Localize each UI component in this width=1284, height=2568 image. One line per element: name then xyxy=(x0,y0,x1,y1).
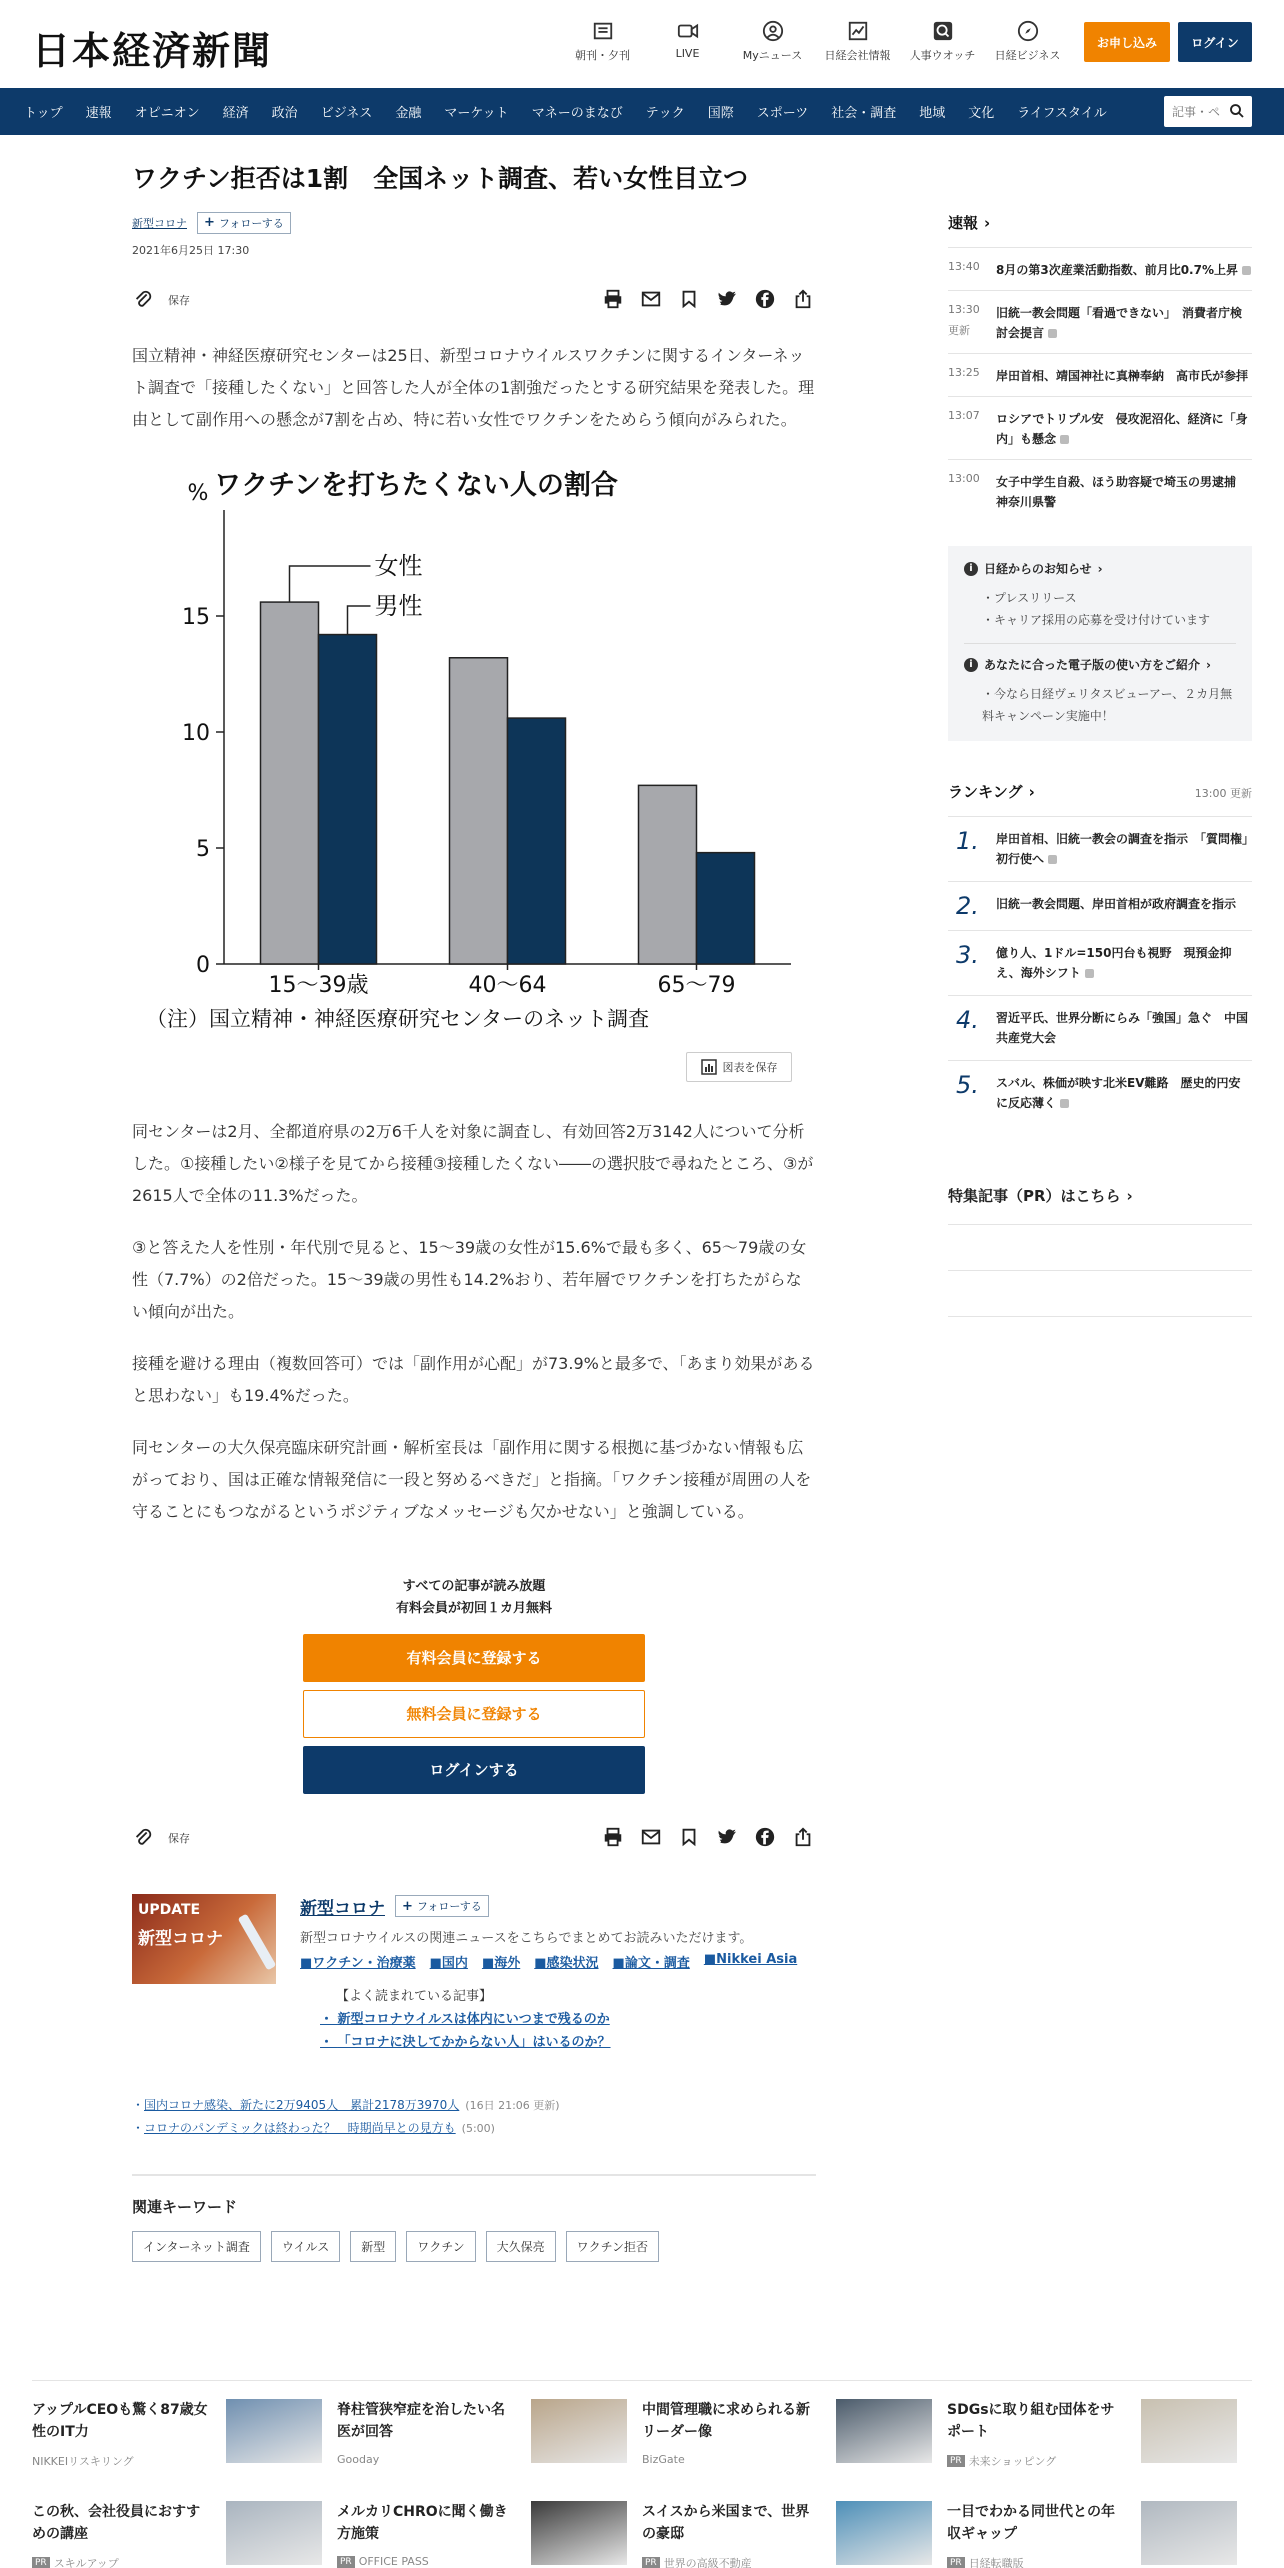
paid-signup-button[interactable]: 有料会員に登録する xyxy=(303,1634,645,1682)
pr-slot xyxy=(948,1224,1252,1270)
pr-slots xyxy=(948,1224,1252,1362)
chevron-right-icon: › xyxy=(1206,657,1211,672)
topic-tag-link[interactable]: ■国内 xyxy=(429,1955,468,1971)
share-icons xyxy=(588,1826,816,1850)
compass-icon xyxy=(1017,20,1039,42)
chart-figure xyxy=(146,464,806,1044)
flash-news-headline xyxy=(996,260,1252,280)
flash-news-time: 13:25 xyxy=(948,366,980,379)
legend-leader-line xyxy=(348,606,371,635)
topic-box xyxy=(132,1894,816,2134)
article xyxy=(132,160,816,2262)
nav-item[interactable]: トップ xyxy=(24,106,63,121)
topic-image-line: UPDATE xyxy=(138,1901,201,1918)
topic-tag-link[interactable]: ■ワクチン・治療薬 xyxy=(300,1955,416,1971)
ad-source xyxy=(337,2555,429,2568)
info-icon: i xyxy=(964,658,978,672)
flash-news-item[interactable] xyxy=(948,459,1252,522)
header-link-label: 日経会社情報 xyxy=(824,49,891,62)
lock-icon xyxy=(1060,435,1069,444)
header-icons xyxy=(560,20,1070,63)
flash-news-head[interactable] xyxy=(948,212,1252,233)
bookmark-icon[interactable] xyxy=(678,1826,702,1850)
ranking-headline xyxy=(996,894,1252,918)
keyword-tag[interactable]: 新型 xyxy=(350,2231,396,2262)
legend-label: 女性 xyxy=(374,551,423,580)
legend-label: 男性 xyxy=(374,591,423,620)
article-toolbar-bottom xyxy=(132,1824,816,1852)
flash-news-text: ロシアでトリプル安 侵攻泥沼化、経済に「身内」も懸念 xyxy=(996,412,1248,446)
topic-body xyxy=(300,1894,816,2050)
nav-item[interactable]: ライフスタイル xyxy=(1017,106,1107,121)
notice-item[interactable]: ・ プレスリリース xyxy=(982,587,1236,609)
ad-source-name: 日経転職版 xyxy=(968,2557,1024,2568)
flash-news-list xyxy=(948,247,1252,522)
save-label[interactable]: 保存 xyxy=(168,1831,190,1845)
related-link-stamp: (5:00) xyxy=(461,2121,495,2135)
ad-card[interactable] xyxy=(32,2501,337,2568)
header-link-company[interactable] xyxy=(815,20,900,63)
search-input[interactable] xyxy=(1164,96,1224,127)
follow-label: フォローする xyxy=(416,1900,482,1913)
flash-news-headline xyxy=(996,303,1252,343)
flash-news-headline xyxy=(996,366,1252,386)
video-icon xyxy=(677,20,699,42)
bar-chart xyxy=(146,464,806,1044)
nav-item[interactable]: 金融 xyxy=(395,106,422,121)
nav-item[interactable]: 速報 xyxy=(85,106,112,121)
y-tick-label: 0 xyxy=(196,952,210,978)
facebook-icon[interactable] xyxy=(754,288,778,312)
pr-title: 特集記事（PR）はこちら xyxy=(948,1187,1121,1205)
save-figure-button[interactable] xyxy=(686,1052,792,1082)
nav-item[interactable]: スポーツ xyxy=(756,106,809,121)
ad-source-name: 未来ショッピング xyxy=(968,2455,1057,2468)
topic-link[interactable]: 新型コロナ xyxy=(132,216,187,230)
ad-card[interactable] xyxy=(642,2399,947,2473)
bar-male xyxy=(697,852,755,963)
ranking xyxy=(948,781,1252,1125)
keywords-head: 関連キーワード xyxy=(132,2197,238,2216)
flash-news-item[interactable] xyxy=(948,247,1252,290)
ad-title: 一目でわかる同世代との年収ギャップ xyxy=(947,2504,1115,2542)
digital-guide-title: あなたに合った電子版の使い方をご紹介 xyxy=(984,658,1201,672)
topic-description: 新型コロナウイルスの関連ニュースをこちらでまとめてお読みいただけます。 xyxy=(300,1930,753,1946)
article-paragraph: 同センターの大久保亮臨床研究計画・解析室長は「副作用に関する根拠に基づかない情報も広がっており、国は正確な情報発信に一段と努めるべきだ」と指摘。「ワクチン接種が周囲の人を守ることにもつながるというポジティブなメッセージも欠かせない」と強調している。 xyxy=(132,1437,812,1521)
ranking-text: 習近平氏、世界分断にらみ「強国」急ぐ 中国共産党大会 xyxy=(996,1011,1249,1045)
nav-item[interactable]: 文化 xyxy=(968,106,995,121)
ad-title: スイスから米国まで、世界の豪邸 xyxy=(642,2504,810,2542)
pr-slot xyxy=(948,1270,1252,1316)
ad-source-name: OFFICE PASS xyxy=(358,2555,429,2568)
ad-card[interactable] xyxy=(337,2399,642,2473)
notice-head[interactable] xyxy=(964,560,1236,577)
print-icon[interactable] xyxy=(602,288,626,312)
x-tick-label: 40～64 xyxy=(468,972,547,998)
newspaper-icon xyxy=(592,20,614,42)
save-label[interactable]: 保存 xyxy=(168,293,190,307)
ad-thumbnail xyxy=(836,2501,932,2565)
pr-head[interactable] xyxy=(948,1185,1252,1206)
related-link-item: ・国内コロナ感染、新たに2万9405人 累計2178万3970人 (16日 21:06 更新) xyxy=(132,2097,560,2112)
header-link-paper[interactable] xyxy=(560,20,645,63)
ranking-text: 旧統一教会問題、岸田首相が政府調査を指示 xyxy=(996,897,1237,911)
nav-item[interactable]: ビジネス xyxy=(320,106,373,121)
header-link-business[interactable] xyxy=(985,20,1070,63)
share-icon[interactable] xyxy=(792,288,816,312)
twitter-icon[interactable] xyxy=(716,1826,740,1850)
free-signup-button[interactable]: 無料会員に登録する xyxy=(303,1690,645,1738)
header-link-mynews[interactable] xyxy=(730,20,815,63)
header-link-label: Myニュース xyxy=(742,49,803,62)
print-icon[interactable] xyxy=(602,1826,626,1850)
related-link[interactable]: コロナのパンデミックは終わった？ 時期尚早との見方も xyxy=(144,2120,456,2135)
ad-thumbnail xyxy=(531,2399,627,2463)
paywall-line: すべての記事が読み放題 xyxy=(402,1578,546,1594)
ad-card[interactable] xyxy=(947,2399,1252,2473)
ad-title: メルカリCHROに聞く働き方施策 xyxy=(337,2504,508,2542)
paywall-line: 有料会員が初回１カ月無料 xyxy=(395,1600,552,1616)
bar-female xyxy=(261,602,319,964)
ranking-text: 岸田首相、旧統一教会の調査を指示 「質問権」初行使へ xyxy=(996,832,1249,866)
save-figure-label: 図表を保存 xyxy=(722,1060,778,1074)
flash-news-time: 13:30 xyxy=(948,303,980,316)
ranking-updated: 13:00 更新 xyxy=(1194,787,1252,800)
ranking-headline xyxy=(996,1008,1252,1048)
pr-badge: PR xyxy=(337,2556,355,2568)
lock-icon xyxy=(1048,855,1057,864)
keyword-tag[interactable]: ワクチン xyxy=(406,2231,475,2262)
ad-card[interactable] xyxy=(947,2501,1252,2568)
lock-icon xyxy=(1085,969,1094,978)
y-axis-label: % xyxy=(187,480,209,506)
ranking-headline xyxy=(996,943,1252,983)
header-link-label: 朝刊・夕刊 xyxy=(575,49,630,62)
header-link-jinji[interactable] xyxy=(900,20,985,63)
ad-title: この秋、会社役員におすすめの講座 xyxy=(32,2504,201,2542)
site-logo[interactable]: 日本経済新聞 xyxy=(32,28,273,73)
bar-female xyxy=(639,785,697,964)
apply-button[interactable]: お申し込み xyxy=(1084,22,1170,62)
pr-badge: PR xyxy=(947,2455,965,2467)
flash-news-text: 旧統一教会問題「看過できない」 消費者庁検討会提言 xyxy=(996,306,1243,340)
pr-badge: PR xyxy=(32,2557,50,2568)
flash-news-text: 岸田首相、靖国神社に真榊奉納 高市氏が参拝 xyxy=(996,369,1249,383)
flash-news-item[interactable] xyxy=(948,290,1252,353)
y-tick-label: 15 xyxy=(182,604,210,630)
chevron-right-icon: › xyxy=(1097,561,1103,576)
ranking-item[interactable] xyxy=(948,930,1252,995)
bar-male xyxy=(319,634,377,963)
header-link-label: 日経ビジネス xyxy=(994,49,1061,62)
related-link-stamp: (16日 21:06 更新) xyxy=(465,2098,560,2112)
bookmark-icon[interactable] xyxy=(678,288,702,312)
topic-tag-link[interactable]: ■Nikkei Asia xyxy=(703,1951,798,1967)
digital-guide-item[interactable]: ・ 今なら日経ヴェリタスビューアー、２カ月無料キャンペーン実施中！ xyxy=(982,683,1236,727)
x-tick-label: 65～79 xyxy=(657,972,736,998)
bar-female xyxy=(450,657,508,963)
ad-card[interactable] xyxy=(337,2501,642,2568)
related-links xyxy=(132,2090,560,2136)
flash-news-time-col xyxy=(948,260,996,280)
notice-item[interactable]: ・ キャリア採用の応募を受け付けています xyxy=(982,609,1236,631)
digital-guide-head[interactable] xyxy=(964,656,1236,673)
article-paragraph: ③と答えた人を性別・年代別で見ると、15～39歳の女性が15.6%で最も多く、65～79歳の女性（7.7%）の2倍だった。15～39歳の男性も14.2%おり、若年層でワクチンを打ちたがらない傾向が出た。 xyxy=(132,1237,807,1321)
chevron-right-icon: › xyxy=(1126,1187,1133,1205)
notice-box xyxy=(948,546,1252,741)
bar-chart-icon xyxy=(701,1059,717,1075)
lock-icon xyxy=(1242,266,1251,275)
flash-news-headline xyxy=(996,409,1252,449)
ad-thumbnail xyxy=(226,2501,322,2565)
ad-source-name: NIKKEIリスキリング xyxy=(32,2455,134,2468)
nav-item[interactable]: 国際 xyxy=(707,106,734,121)
pr-badge: PR xyxy=(642,2557,660,2568)
ranking-text: 億り人、1ドル=150円台も視野 現預金抑え、海外シフト xyxy=(996,946,1232,980)
ranking-item[interactable] xyxy=(948,881,1252,930)
flash-news-time: 13:07 xyxy=(948,409,980,422)
share-icon[interactable] xyxy=(792,1826,816,1850)
header-link-label: LIVE xyxy=(675,47,700,60)
article-paragraph: 同センターは2月、全都道府県の2万6千人を対象に調査し、有効回答2万3142人について分析した。①接種したい②様子を見てから接種③接種したくない――の選択肢で尋ねたところ、③が2615人で全体の11.3%だった。 xyxy=(132,1121,814,1205)
paperclip-icon[interactable] xyxy=(132,289,154,311)
y-tick-label: 5 xyxy=(196,836,210,862)
ad-source-name: スキルアップ xyxy=(53,2557,119,2568)
ad-thumbnail xyxy=(1141,2399,1237,2463)
ranking-number: 1. xyxy=(956,827,979,855)
related-keywords xyxy=(132,2174,816,2262)
pr-badge: PR xyxy=(947,2557,965,2568)
keyword-list xyxy=(132,2231,816,2262)
flash-news-time-col xyxy=(948,472,996,512)
info-icon: i xyxy=(964,562,978,576)
keyword-tag[interactable]: インターネット調査 xyxy=(132,2231,261,2262)
article-toolbar xyxy=(132,286,816,314)
y-tick-label: 10 xyxy=(182,720,210,746)
ad-thumbnail xyxy=(226,2399,322,2463)
chart-title: ワクチンを打ちたくない人の割合 xyxy=(214,469,618,501)
lock-icon xyxy=(1060,1099,1069,1108)
flash-news-time: 13:00 xyxy=(948,472,980,485)
bar-male xyxy=(508,718,566,964)
ad-card[interactable] xyxy=(32,2399,337,2473)
ad-title: SDGsに取り組む団体をサポート xyxy=(947,2402,1115,2440)
chevron-right-icon: › xyxy=(984,214,991,232)
ranking-item[interactable] xyxy=(948,995,1252,1060)
nav-item[interactable]: 経済 xyxy=(222,106,249,121)
nav-item[interactable]: 社会・調査 xyxy=(831,106,897,121)
paywall-login-button[interactable]: ログインする xyxy=(303,1746,645,1794)
popular-articles xyxy=(320,1985,816,2050)
follow-label: フォローする xyxy=(218,216,284,230)
mail-icon[interactable] xyxy=(640,288,664,312)
share-icons xyxy=(588,288,816,312)
ad-source xyxy=(642,2555,752,2568)
popular-head: 【よく読まれている記事】 xyxy=(336,1988,493,2004)
facebook-icon[interactable] xyxy=(754,1826,778,1850)
ad-source-name: Gooday xyxy=(337,2453,380,2466)
main-nav xyxy=(0,88,1284,135)
topic-head xyxy=(300,1894,816,1919)
flash-news-text: 女子中学生自殺、ほう助容疑で埼玉の男逮捕 神奈川県警 xyxy=(996,475,1249,509)
ranking-item[interactable] xyxy=(948,816,1252,881)
syringe-icon xyxy=(238,1913,277,1970)
ranking-text: スバル、株価が映す北米EV難路 歴史的円安に反応薄く xyxy=(996,1076,1241,1110)
digital-guide-list xyxy=(982,683,1236,727)
ranking-item[interactable] xyxy=(948,1060,1252,1125)
search-person-icon xyxy=(932,20,954,42)
flash-news-text: 8月の第3次産業活動指数、前月比0.7%上昇 xyxy=(996,263,1238,277)
topic-tags xyxy=(300,1952,816,1971)
masthead xyxy=(0,0,1284,88)
chart-note: （注）国立精神・神経医療研究センターのネット調査 xyxy=(146,1006,650,1031)
updated-badge: 更新 xyxy=(948,324,970,337)
nav-item[interactable]: オピニオン xyxy=(134,106,200,121)
notice-title: 日経からのお知らせ xyxy=(984,562,1092,576)
ad-card[interactable] xyxy=(642,2501,947,2568)
mail-icon[interactable] xyxy=(640,1826,664,1850)
flash-news-time-col xyxy=(948,409,996,449)
ad-row xyxy=(32,2399,1252,2473)
nav-items xyxy=(24,88,1130,135)
ad-thumbnail xyxy=(531,2501,627,2565)
x-tick-label: 15～39歳 xyxy=(268,972,369,998)
sidebar xyxy=(948,212,1252,1362)
user-icon xyxy=(762,20,784,42)
ad-source xyxy=(337,2453,379,2466)
ad-source xyxy=(947,2453,1056,2469)
plus-icon: + xyxy=(204,215,215,230)
follow-button[interactable] xyxy=(197,212,291,234)
nav-item[interactable]: マネーのまなび xyxy=(531,106,623,121)
ranking-title: ランキング xyxy=(948,783,1023,801)
divider xyxy=(964,643,1236,644)
ad-title: 中間管理職に求められる新リーダー像 xyxy=(642,2402,810,2440)
nav-item[interactable]: テック xyxy=(645,106,685,121)
topic-image-line: 新型コロナ xyxy=(138,1928,223,1949)
topic-tag-link[interactable]: ■感染状況 xyxy=(534,1955,599,1971)
ranking-headline xyxy=(996,829,1252,869)
related-link-item: ・コロナのパンデミックは終わった？ 時期尚早との見方も (5:00) xyxy=(132,2120,495,2135)
flash-news-time: 13:40 xyxy=(948,260,980,273)
flash-news-item[interactable] xyxy=(948,353,1252,396)
flash-news-time-col xyxy=(948,366,996,386)
header-link-live[interactable] xyxy=(645,20,730,63)
chevron-right-icon: › xyxy=(1028,783,1035,801)
article-paragraph: 接種を避ける理由（複数回答可）では「副作用が心配」が73.9%と最多で、「あまり効果があると思わない」も19.4%だった。 xyxy=(132,1353,815,1405)
nav-item[interactable]: 政治 xyxy=(271,106,298,121)
ad-grid xyxy=(32,2380,1252,2568)
publish-date: 2021年6月25日 17:30 xyxy=(132,243,250,257)
chart-icon xyxy=(847,20,869,42)
topic-tag-link[interactable]: ■海外 xyxy=(481,1955,521,1971)
header-link-label: 人事ウオッチ xyxy=(909,49,976,62)
keyword-tag[interactable]: 大久保亮 xyxy=(486,2231,556,2262)
lock-icon xyxy=(1048,329,1057,338)
flash-news-item[interactable] xyxy=(948,396,1252,459)
paperclip-icon[interactable] xyxy=(132,1827,154,1849)
ad-title: アップルCEOも驚く87歳女性のIT力 xyxy=(32,2402,208,2440)
ad-title: 脊柱管狭窄症を治したい名医が回答 xyxy=(337,2402,505,2440)
keyword-tag[interactable]: ワクチン拒否 xyxy=(566,2231,659,2262)
ad-thumbnail xyxy=(1141,2501,1237,2565)
ad-row xyxy=(32,2501,1252,2568)
nav-item[interactable]: マーケット xyxy=(444,106,509,121)
flash-news-headline xyxy=(996,472,1252,512)
flash-news-time-col xyxy=(948,303,996,343)
follow-button[interactable] xyxy=(395,1895,489,1917)
pr-slot xyxy=(948,1316,1252,1362)
topic-tag-link[interactable]: ■論文・調査 xyxy=(612,1955,690,1971)
ad-source xyxy=(642,2453,685,2466)
search-icon[interactable] xyxy=(1228,102,1246,120)
article-meta xyxy=(132,212,816,234)
login-button[interactable]: ログイン xyxy=(1178,22,1252,62)
flash-news-title: 速報 xyxy=(948,214,979,232)
paywall xyxy=(132,1576,816,1794)
notice-list xyxy=(982,587,1236,631)
nav-search[interactable] xyxy=(1164,96,1252,127)
nav-item[interactable]: 地域 xyxy=(919,106,946,121)
ad-source-name: BizGate xyxy=(642,2453,685,2466)
ranking-headline xyxy=(996,1073,1252,1113)
popular-link[interactable]: ・ 新型コロナウイルスは体内にいつまで残るのか xyxy=(320,2008,816,2027)
related-link[interactable]: 国内コロナ感染、新たに2万9405人 累計2178万3970人 xyxy=(144,2097,460,2112)
ad-source xyxy=(947,2555,1024,2568)
ad-source xyxy=(32,2555,119,2568)
ranking-number: 2. xyxy=(956,892,979,920)
legend-leader-line xyxy=(290,566,371,602)
ranking-list xyxy=(948,816,1252,1125)
article-title: ワクチン拒否は1割 全国ネット調査、若い女性目立つ xyxy=(132,164,749,193)
keyword-tag[interactable]: ウイルス xyxy=(271,2231,340,2262)
article-paragraph: 国立精神・神経医療研究センターは25日、新型コロナウイルスワクチンに関するインターネット調査で「接種したくない」と回答した人が全体の1割強だったとする研究結果を発表した。理由として副作用への懸念が7割を占め、特に若い女性でワクチンをためらう傾向がみられた。 xyxy=(132,345,815,429)
ad-thumbnail xyxy=(836,2399,932,2463)
ad-source-name: 世界の高級不動産 xyxy=(663,2557,752,2568)
ranking-number: 3. xyxy=(956,941,979,969)
popular-link[interactable]: ・ 「コロナに決してかからない人」はいるのか？ xyxy=(320,2031,816,2050)
twitter-icon[interactable] xyxy=(716,288,740,312)
ranking-number: 5. xyxy=(956,1071,979,1099)
plus-icon: + xyxy=(402,1898,413,1914)
ad-source xyxy=(32,2453,134,2469)
topic-name-link[interactable]: 新型コロナ xyxy=(300,1898,385,1919)
ranking-number: 4. xyxy=(956,1006,979,1034)
topic-image[interactable] xyxy=(132,1894,276,1984)
